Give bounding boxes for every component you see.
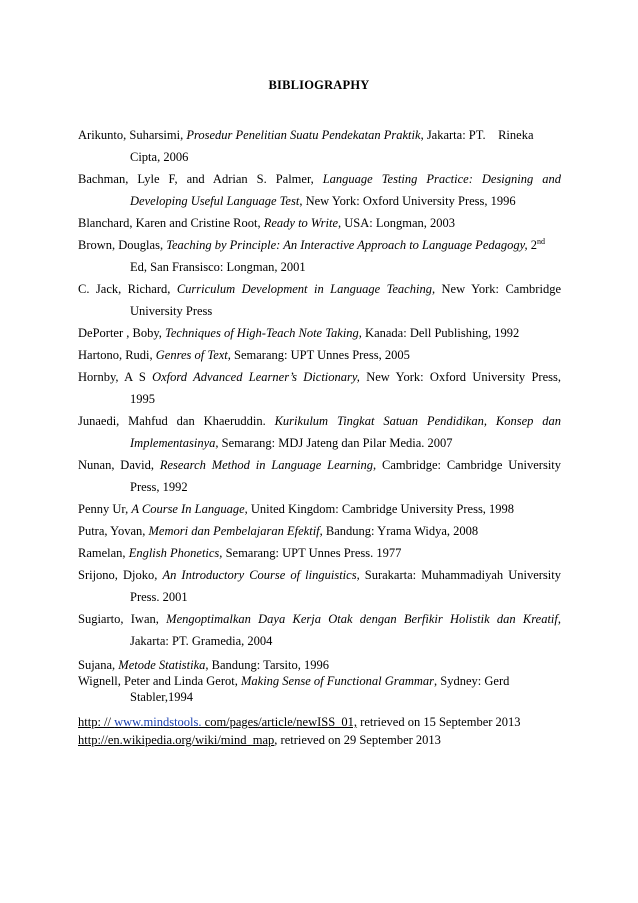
entry-text: 2: [527, 238, 537, 252]
bib-entry: [78, 234, 561, 278]
retrieval-note: retrieved on 15 September 2013: [357, 715, 521, 729]
entry-text: Semarang: UPT Unnes Press. 1977: [222, 546, 402, 560]
entry-line: [78, 520, 561, 542]
entry-text: Press. 2001: [130, 590, 188, 604]
entry-title: English Phonetics,: [128, 546, 223, 560]
entry-title: Teaching by Principle: An Interactive Approach to Language Pedagogy,: [166, 238, 528, 252]
entry-line: [78, 564, 561, 586]
bib-entry: [78, 278, 561, 322]
entry-text: Ed, San Fransisco: Longman, 2001: [130, 260, 306, 274]
entry-title: Memori dan Pembelajaran Efektif: [148, 524, 320, 538]
entry-title: Ready to Write: [263, 216, 339, 230]
entry-title: Research Method in Language Learning: [159, 458, 374, 472]
bib-entry: [78, 498, 561, 520]
entry-line: [78, 388, 561, 410]
entry-text: Surakarta: Muhammadiyah University: [359, 568, 561, 582]
web-reference: [78, 713, 521, 731]
entry-title: An Introductory Course of linguistics,: [162, 568, 360, 582]
bib-entry: [78, 410, 561, 454]
url-link[interactable]: [78, 733, 274, 747]
entry-text: Penny Ur,: [78, 502, 132, 516]
entry-line: [78, 454, 561, 476]
entry-title: Mengoptimalkan Daya Kerja Otak dengan Berfikir Holistik dan Kreatif: [166, 612, 558, 626]
entry-title: Techniques of High-Teach Note Taking,: [165, 326, 362, 340]
entry-text: Hartono, Rudi,: [78, 348, 156, 362]
entry-text: , Bandung: Tarsito, 1996: [205, 658, 329, 672]
entry-line: [78, 322, 561, 344]
web-references: [78, 713, 521, 749]
entry-title: Implementasinya,: [130, 436, 219, 450]
entry-text: DePorter , Boby,: [78, 326, 166, 340]
entry-line: [78, 212, 561, 234]
entry-line: [78, 432, 561, 454]
entry-line: [78, 673, 561, 689]
entry-text: Putra, Yovan,: [78, 524, 149, 538]
entry-title: Developing Useful Language Test: [130, 194, 300, 208]
bib-entry: [78, 322, 561, 344]
entry-line: [78, 344, 561, 366]
entry-line: [78, 190, 561, 212]
bib-entry: [78, 608, 561, 652]
entry-text: Srijono, Djoko,: [78, 568, 163, 582]
entry-line: [78, 278, 561, 300]
entry-text: Brown, Douglas,: [78, 238, 167, 252]
entry-text: Cipta, 2006: [130, 150, 189, 164]
retrieval-note: , retrieved on 29 September 2013: [274, 733, 441, 747]
entry-text: , Sydney: Gerd: [434, 674, 510, 688]
entry-text: , USA: Longman, 2003: [338, 216, 456, 230]
url-text: http://en.wikipedia.org/wiki/mind_map: [78, 733, 275, 747]
entry-text: , Bandung: Yrama Widya, 2008: [319, 524, 479, 538]
web-reference: [78, 731, 521, 749]
entry-title: Oxford Advanced Learner’s Dictionary,: [152, 370, 360, 384]
entry-text: Sugiarto, Iwan,: [78, 612, 167, 626]
entry-line: [78, 146, 561, 168]
entry-line: [78, 657, 561, 673]
entry-text: Jakarta: PT. Gramedia, 2004: [130, 634, 273, 648]
entry-text: United Kingdom: Cambridge University Press, 1998: [247, 502, 515, 516]
entry-line: [78, 689, 561, 705]
entry-line: [78, 542, 561, 564]
entry-line: [78, 168, 561, 190]
entry-text: Junaedi, Mahfud dan Khaeruddin.: [78, 414, 275, 428]
entry-text: Nunan, David,: [78, 458, 160, 472]
url-text: com/pages/article/newISS_01,: [201, 715, 358, 729]
bib-entry: [78, 124, 561, 168]
entry-text: Bachman, Lyle F, and Adrian S. Palmer,: [78, 172, 323, 186]
entry-text: New York: Oxford University Press,: [359, 370, 561, 384]
entry-title: Prosedur Penelitian Suatu Pendekatan Praktik: [186, 128, 421, 142]
entry-line: [78, 476, 561, 498]
bib-entry: [78, 657, 561, 673]
entry-line: [78, 630, 561, 652]
entry-title: Genres of Text,: [155, 348, 231, 362]
url-text: www.mindstools.: [114, 715, 202, 729]
entry-text: Blanchard, Karen and Cristine Root,: [78, 216, 264, 230]
entry-line: [78, 366, 561, 388]
entry-text: Press, 1992: [130, 480, 188, 494]
bib-entry: [78, 542, 561, 564]
bib-entry: [78, 344, 561, 366]
bib-entry: [78, 564, 561, 608]
bib-entry: [78, 454, 561, 498]
entry-line: [78, 498, 561, 520]
entry-line: [78, 586, 561, 608]
entry-text: , New York: Oxford University Press, 1996: [299, 194, 516, 208]
entry-text: Wignell, Peter and Linda Gerot,: [78, 674, 241, 688]
bib-entry: [78, 366, 561, 410]
entry-text: 1995: [130, 392, 155, 406]
bib-entry: [78, 673, 561, 705]
bib-entry: [78, 212, 561, 234]
entry-text: , Cambridge: Cambridge University: [373, 458, 562, 472]
entry-text: , Jakarta: PT. Rineka: [420, 128, 534, 142]
bibliography-list: [78, 124, 561, 705]
entry-line: [78, 256, 561, 278]
bib-entry: [78, 168, 561, 212]
entry-title: Making Sense of Functional Grammar: [241, 674, 435, 688]
entry-text: University Press: [130, 304, 213, 318]
entry-text: Stabler,1994: [130, 690, 194, 704]
url-link[interactable]: [78, 715, 357, 729]
entry-text: ,: [557, 612, 561, 626]
entry-line: [78, 608, 561, 630]
entry-title: Kurikulum Tingkat Satuan Pendidikan, Konsep dan: [274, 414, 561, 428]
entry-text: Semarang: MDJ Jateng dan Pilar Media. 2007: [218, 436, 453, 450]
entry-line: [78, 124, 561, 146]
entry-text: C. Jack, Richard,: [78, 282, 177, 296]
entry-line: [78, 234, 561, 256]
entry-line: [78, 410, 561, 432]
entry-title: A Course In Language,: [131, 502, 248, 516]
entry-title: Curriculum Development in Language Teaching,: [176, 282, 436, 296]
entry-text: Ramelan,: [78, 546, 129, 560]
entry-text: Kanada: Dell Publishing, 1992: [361, 326, 520, 340]
entry-title: Metode Statistika: [118, 658, 206, 672]
entry-title: Language Testing Practice: Designing and: [322, 172, 561, 186]
superscript: nd: [536, 236, 545, 246]
entry-text: Hornby, A S: [78, 370, 153, 384]
page-title: BIBLIOGRAPHY: [268, 78, 370, 92]
entry-text: Semarang: UPT Unnes Press, 2005: [230, 348, 410, 362]
entry-text: Arikunto, Suharsimi,: [78, 128, 187, 142]
entry-text: Sujana,: [78, 658, 119, 672]
url-text: http: //: [78, 715, 115, 729]
entry-text: New York: Cambridge: [435, 282, 561, 296]
bib-entry: [78, 520, 561, 542]
entry-line: [78, 300, 561, 322]
